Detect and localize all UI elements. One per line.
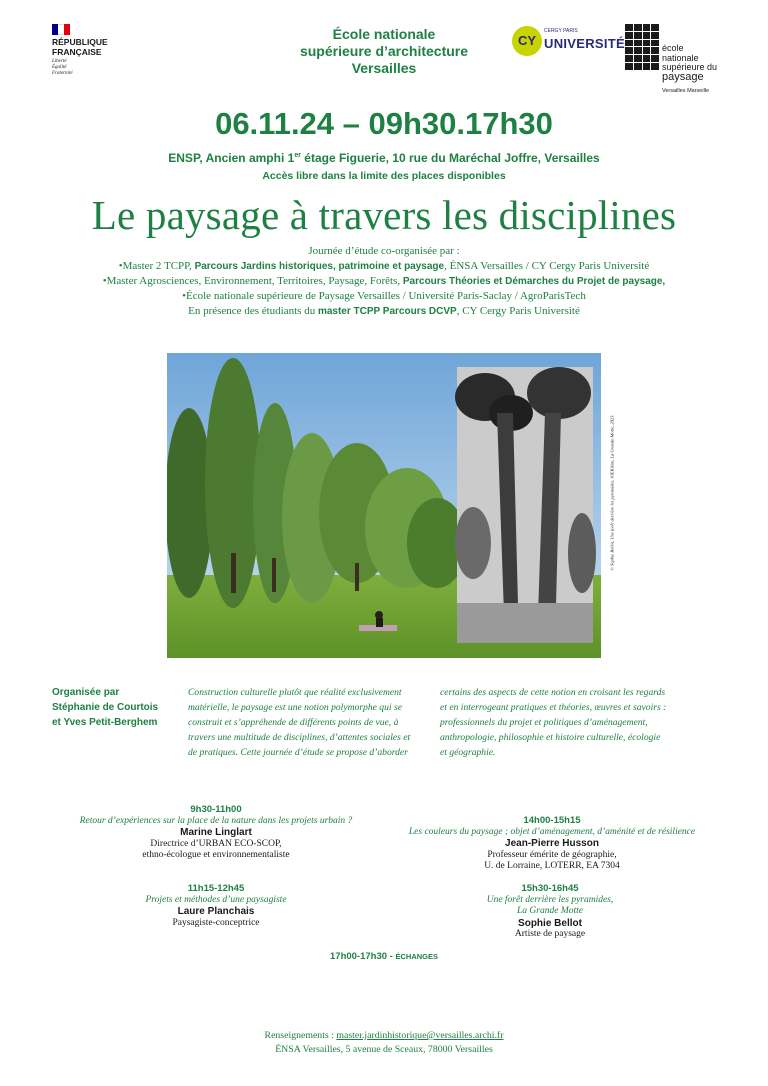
footer-label: Renseignements : xyxy=(264,1030,337,1041)
rf-name-line1: RÉPUBLIQUE xyxy=(52,37,108,47)
abstract-line: et géographie. xyxy=(440,747,496,758)
session-1 xyxy=(34,804,398,862)
rf-motto-1: Liberté xyxy=(52,59,67,64)
ensp-grid-icon xyxy=(625,24,659,70)
cy-badge-icon: CY xyxy=(512,26,542,56)
organiser-name-1: Stéphanie de Courtois xyxy=(52,702,159,713)
exchange-label: ÉCHANGES xyxy=(395,952,438,961)
republique-francaise-logo xyxy=(52,24,142,77)
abstract-line: de pratiques. Cette journée d’étude se propose d’aborder xyxy=(188,747,408,758)
access-note: Accès libre dans la limite des places disponibles xyxy=(262,170,506,182)
session-role: Directrice d’URBAN ECO-SCOP, xyxy=(150,838,282,849)
co-organiser-4: En présence des étudiants du master TCPP Parcours DCVP, CY Cergy Paris Université xyxy=(188,305,580,317)
co-organisers-block xyxy=(40,244,728,319)
abstract-line: matérielle, le paysage est une notion polymorphe qui se xyxy=(188,702,402,713)
ensp-line1: école xyxy=(662,43,684,53)
page-title: Le paysage à travers les disciplines xyxy=(91,192,677,238)
event-date-time: 06.11.24 – 09h30.17h30 xyxy=(215,106,553,141)
exchange-time: 17h00-17h30 - xyxy=(330,951,396,962)
venue-part-b: étage Figuerie, 10 rue du Maréchal Joffre, Versailles xyxy=(300,151,600,165)
rf-motto-3: Fraternité xyxy=(52,71,73,76)
session-role: Artiste de paysage xyxy=(514,929,586,939)
session-role: Paysagiste-conceptrice xyxy=(172,917,260,928)
organiser-name-2: et Yves Petit-Berghem xyxy=(52,717,158,728)
venue-sup: er xyxy=(294,152,301,159)
exchange-session xyxy=(0,951,768,962)
abstract-line: professionnels du projet et politiques d’aménagement, xyxy=(440,717,648,728)
event-venue xyxy=(0,151,768,165)
cy-big-text: UNIVERSITÉ xyxy=(544,36,626,51)
footer-address: ÉNSA Versailles, 5 avenue de Sceaux, 78000 Versailles xyxy=(275,1044,493,1055)
cy-universite-logo xyxy=(512,26,626,60)
session-title-2: La Grande Motte xyxy=(517,906,583,916)
session-time: 15h30-16h45 xyxy=(521,883,579,894)
footer-contact xyxy=(0,1029,768,1043)
session-role: ethno-écologue et environnementaliste xyxy=(142,850,290,860)
session-speaker: Sophie Bellot xyxy=(518,917,582,929)
session-time: 9h30-11h00 xyxy=(190,804,242,815)
co-organisers-intro: Journée d’étude co-organisée par : xyxy=(308,245,460,257)
session-speaker: Jean-Pierre Husson xyxy=(505,838,599,849)
session-role: Professeur émérite de géographie, xyxy=(487,849,617,860)
session-title: Les couleurs du paysage ; objet d’aménagement, d’aménité et de résilience xyxy=(408,826,696,837)
session-title: Une forêt derrière les pyramides, xyxy=(486,894,614,905)
rf-name-line2: FRANÇAISE xyxy=(52,46,102,57)
co-organiser-1: •Master 2 TCPP, Parcours Jardins historiques, patrimoine et paysage, ÉNSA Versailles / CY Cergy Paris Université xyxy=(118,260,650,272)
photo-credit-text: © Sophie Bellot, Une forêt derrière les pyramides, #JEKikim, La Grande-Motte, 2023. xyxy=(609,414,615,571)
session-speaker: Marine Linglart xyxy=(180,827,252,838)
ensp-line4: paysage xyxy=(662,70,704,83)
abstract-line: construit et s’appréhende de différents points de vue, à xyxy=(188,717,399,728)
abstract-line: et en interrogeant pratiques et théories, œuvres et savoirs : xyxy=(440,702,667,713)
abstract-line: Construction culturelle plutôt que réalité exclusivement xyxy=(188,687,402,698)
organised-by-label: Organisée par xyxy=(52,687,120,698)
photo-credit xyxy=(604,368,614,628)
abstract-line: travers une multitude de disciplines, d’attentes sociales et xyxy=(188,732,411,743)
footer xyxy=(0,1029,768,1057)
rf-motto-2: Égalité xyxy=(52,65,67,70)
venue-part-a: ENSP, Ancien amphi 1 xyxy=(168,151,295,165)
ensa-versailles-name xyxy=(282,26,486,77)
organised-by xyxy=(52,685,182,730)
session-time: 14h00-15h15 xyxy=(523,815,581,826)
landscape-photo xyxy=(167,353,601,658)
park-and-palms-image xyxy=(167,353,601,658)
ensp-logo xyxy=(625,24,725,96)
session-2 xyxy=(360,815,744,873)
ensp-sub: Versailles Marseille xyxy=(662,88,710,94)
ensp-line2: nationale xyxy=(662,52,699,63)
co-organiser-2: •Master Agrosciences, Environnement, Territoires, Paysage, Forêts, Parcours Théories et Démarches du Projet de paysage, xyxy=(102,275,666,287)
footer-email-link[interactable]: master.jardinhistorique@versailles.archi.fr xyxy=(336,1030,504,1041)
session-speaker: Laure Planchais xyxy=(177,906,255,917)
session-role: U. de Lorraine, LOTERR, EA 7304 xyxy=(484,861,620,871)
ensp-line3: supérieure du xyxy=(662,62,718,72)
abstract-line: anthropologie, philosophie et histoire culturelle, écologie xyxy=(440,732,661,743)
ensa-line3: Versailles xyxy=(351,60,417,76)
abstract-left xyxy=(188,685,428,760)
session-4 xyxy=(430,883,670,941)
ensa-line2: supérieure d’architecture xyxy=(299,43,469,59)
ensa-line1: École nationale xyxy=(332,26,436,42)
cy-small-text: CERGY PARIS xyxy=(544,28,578,34)
session-title: Projets et méthodes d’une paysagiste xyxy=(145,894,287,905)
abstract-line: certains des aspects de cette notion en croisant les regards xyxy=(440,687,666,698)
session-title: Retour d’expériences sur la place de la nature dans les projets urbain ? xyxy=(79,815,353,826)
abstract-right xyxy=(440,685,680,760)
marianne-flag-icon xyxy=(52,24,70,35)
session-3 xyxy=(96,883,336,929)
co-organiser-3: •École nationale supérieure de Paysage Versailles / Université Paris-Saclay / AgroParisTech xyxy=(182,290,586,302)
session-time: 11h15-12h45 xyxy=(187,883,245,894)
